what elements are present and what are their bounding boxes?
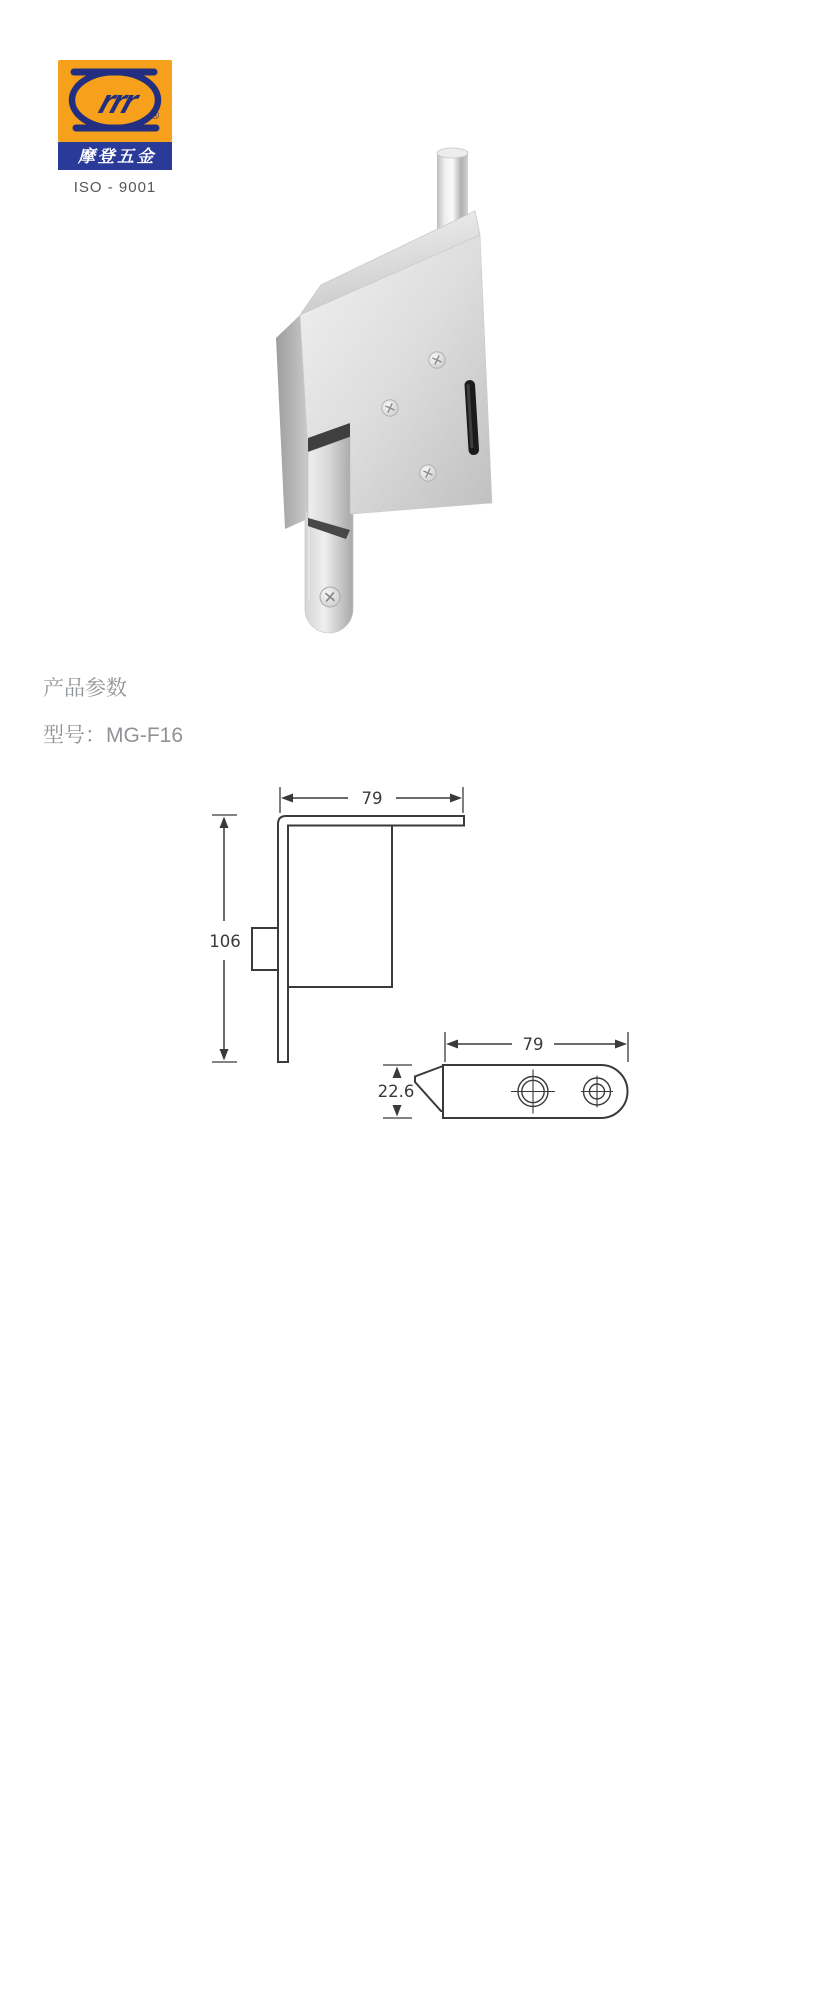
- iso-certification-label: ISO - 9001: [73, 179, 157, 196]
- model-value: MG-F16: [106, 724, 184, 747]
- logo-registered-mark: ®: [151, 110, 160, 122]
- bolt-bevel-outline: [415, 1066, 443, 1111]
- top-view-drawing: [378, 1032, 628, 1118]
- top-depth-dimension: [378, 1065, 415, 1118]
- front-height-label: 106: [209, 932, 241, 951]
- front-view-drawing: [209, 787, 464, 1062]
- top-width-label: 79: [522, 1035, 544, 1054]
- latch-bolt: [308, 423, 350, 539]
- technical-drawings: [200, 780, 640, 1125]
- front-height-dimension: [209, 815, 241, 1062]
- brand-logo: [58, 60, 172, 170]
- model-line: [43, 719, 183, 749]
- front-width-label: 79: [361, 789, 383, 808]
- params-section-title: 产品参数: [43, 677, 127, 700]
- logo-mark-text: rrr: [94, 82, 141, 121]
- logo-graphic: [58, 60, 172, 170]
- lock-case-outline: [288, 826, 392, 988]
- foot-screw-icon: [320, 587, 340, 607]
- model-label: 型号：: [43, 724, 106, 747]
- screw-icon: [382, 400, 398, 416]
- front-width-dimension: [280, 787, 463, 813]
- top-depth-label: 22.6: [377, 1082, 415, 1101]
- bolt-outline: [252, 928, 278, 970]
- product-photo: [233, 135, 498, 645]
- screw-icon: [420, 465, 436, 481]
- top-width-dimension: [445, 1032, 628, 1062]
- logo-name-text: 摩登五金: [78, 147, 156, 166]
- screw-icon: [429, 352, 445, 368]
